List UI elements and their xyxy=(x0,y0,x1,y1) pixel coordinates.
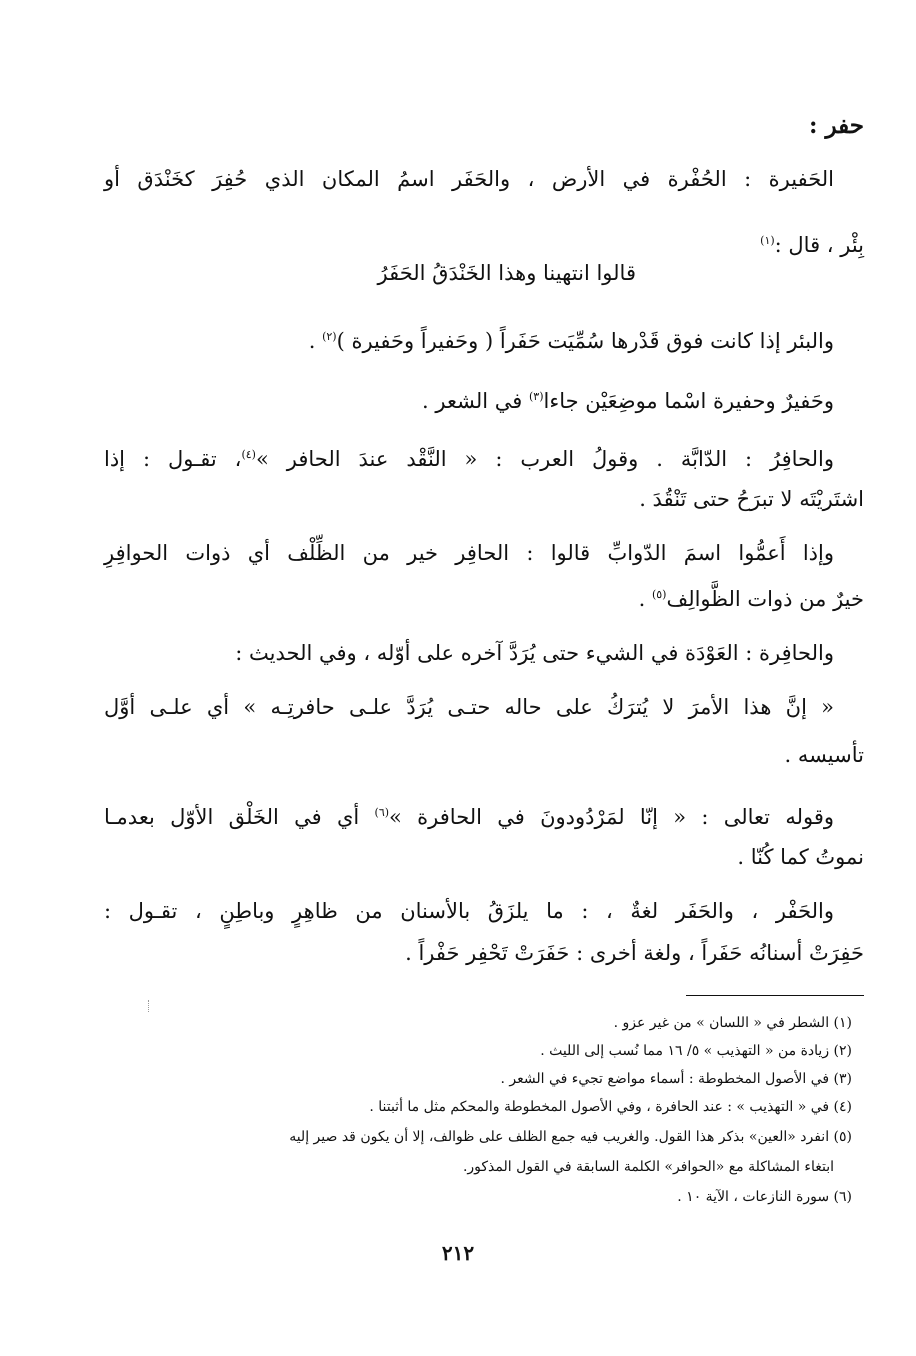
body-line: والحافِرة : العَوْدَة في الشيء حتى يُرَدَّ آخره على أوّله ، وفي الحديث : xyxy=(235,641,834,665)
footnote: (٤) في « التهذيب » : عند الحافرة ، وفي الأصول المخطوطة والمحكم مثل ما أثبتنا . xyxy=(369,1099,852,1115)
body-line: الحَفيرة : الحُفْرة في الأرض ، والحَفَر اسمُ المكان الذي حُفِرَ كخَنْدَق أو xyxy=(104,167,834,191)
body-text: والحافِرُ : الدّابَّة . وقولُ العرب : « النَّقْد عندَ الحافر » xyxy=(255,447,834,471)
footnote: (٢) زيادة من « التهذيب » ٥/ ١٦ مما نُسب إلى الليث . xyxy=(540,1043,852,1059)
footnote-ref: (٤) xyxy=(241,448,256,461)
body-line: اشتَريْتَه لا تبرَحُ حتى تَنْقُدَ . xyxy=(639,487,864,511)
footnote-ref: (٢) xyxy=(322,330,337,343)
footnote: (٣) في الأصول المخطوطة : أسماء مواضع تجيء في الشعر . xyxy=(500,1071,852,1087)
footnote-ref: (١) xyxy=(760,234,775,247)
scan-artifact xyxy=(148,1000,151,1012)
body-line: تأسيسه . xyxy=(784,743,864,767)
body-line xyxy=(104,226,864,260)
body-text: في الشعر . xyxy=(422,389,523,413)
footnote: (١) الشطر في « اللسان » من غير عزو . xyxy=(613,1015,852,1031)
body-line: وإذا أَعمُّوا اسمَ الدّوابِّ قالوا : الحافِر خير من الظِّلْف أي ذوات الحوافِرِ xyxy=(104,541,834,565)
footnote: (٥) انفرد «العين» بذكر هذا القول. والغريب فيه جمع الظلف على ظوالف، إلا أن يكون قد صير إليه xyxy=(289,1129,852,1145)
body-text: وقوله تعالى : « إنّا لمَرْدُودونَ في الحافرة » xyxy=(389,805,834,829)
body-line xyxy=(104,382,834,416)
footnote-ref: (٦) xyxy=(374,806,390,819)
body-line xyxy=(104,322,834,356)
footnote-ref: (٥) xyxy=(651,588,667,601)
body-text: والبئر إذا كانت فوق قَدْرها سُمِّيَت حَفَراً ( وحَفيراً وحَفيرة ) xyxy=(336,329,834,353)
body-line: « إنَّ هذا الأمرَ لا يُترَكُ على حاله حتـى يُرَدَّ علـى حافرتِـه » أي علـى أوَّل xyxy=(104,695,834,719)
body-line xyxy=(104,580,864,614)
body-line: حَفِرَتْ أسنانُه حَفَراً ، ولغة أخرى : حَفَرَتْ تَحْفِر حَفْراً . xyxy=(405,941,864,965)
body-line xyxy=(104,798,834,832)
body-line: والحَفْر ، والحَفَر لغةٌ ، : ما يلزَقُ بالأسنان من ظاهِرٍ وباطِنٍ ، تقـول : xyxy=(104,899,834,923)
body-text: . xyxy=(308,329,323,353)
body-text: وحَفيرٌ وحفيرة اسْما موضِعَيْن جاءا xyxy=(543,389,834,413)
footnote-ref: (٣) xyxy=(529,390,544,403)
footnote-separator xyxy=(686,995,864,996)
body-text: أي في الخَلْق الأوّل بعدمـا xyxy=(104,805,360,829)
body-text: خيرٌ من ذوات الظَّوالِف xyxy=(666,587,864,611)
poetry-verse: قالوا انتهينا وهذا الخَنْدَقُ الحَفَرُ xyxy=(377,261,636,285)
body-text: بِئْر ، قال : xyxy=(774,233,864,257)
page-number: ٢١٢ xyxy=(441,1241,475,1265)
body-text: . xyxy=(638,587,646,611)
footnote-continuation: ابتغاء المشاكلة مع «الحوافر» الكلمة السابقة في القول المذكور. xyxy=(462,1159,834,1175)
entry-heading: حفر : xyxy=(808,112,864,139)
body-line: نموتُ كما كُنّا . xyxy=(737,845,864,869)
footnote: (٦) سورة النازعات ، الآية ١٠ . xyxy=(677,1189,852,1205)
body-line xyxy=(104,440,834,474)
body-text: ، تقـول : إذا xyxy=(104,447,242,471)
